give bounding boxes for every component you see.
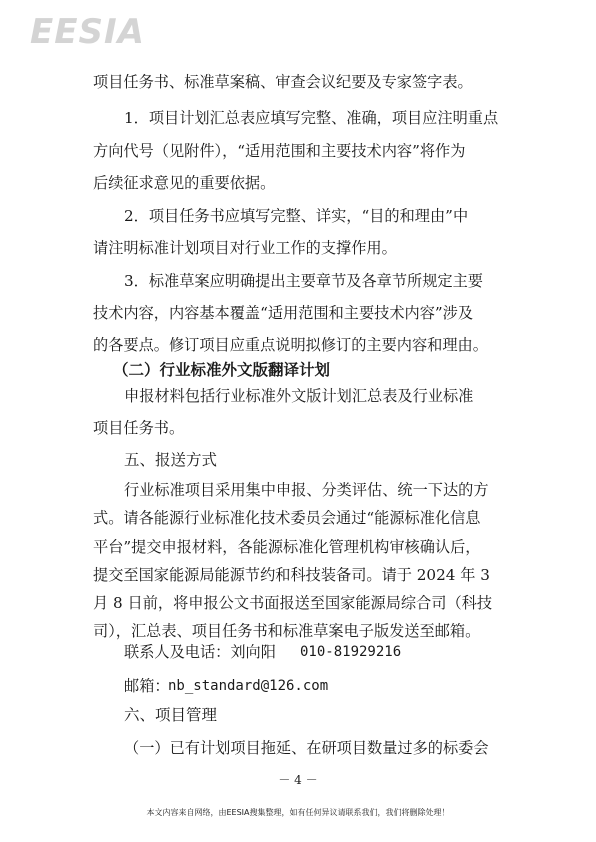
email-value: nb_standard@126.com <box>168 678 329 694</box>
section-heading: 五、报送方式 <box>124 451 218 469</box>
paragraph-line: 行业标准项目采用集中申报、分类评估、统一下达的方 <box>124 481 489 499</box>
section-heading: （二）行业标准外文版翻译计划 <box>113 361 331 379</box>
paragraph-line: 月 8 日前，将申报公文书面报送至国家能源局综合司（科技 <box>93 594 493 612</box>
footer-disclaimer: 本文内容来自网络，由EESIA搜集整理，如有任何异议请联系我们，我们将删除处理！ <box>146 808 450 817</box>
page-number: － 4 － <box>278 773 318 787</box>
paragraph-line: （一）已有计划项目拖延、在研项目数量过多的标委会 <box>124 739 489 757</box>
paragraph-line: 项目任务书、标准草案稿、审查会议纪要及专家签字表。 <box>93 73 473 91</box>
paragraph-line: 申报材料包括行业标准外文版计划汇总表及行业标准 <box>124 387 474 405</box>
contact-label: 联系人及电话：刘向阳 <box>124 643 276 661</box>
contact-phone: 010-81929216 <box>300 644 402 660</box>
section-heading: 六、项目管理 <box>124 706 218 724</box>
paragraph-line: 3．标准草案应明确提出主要章节及各章节所规定主要 <box>124 272 483 290</box>
paragraph-line: 后续征求意见的重要依据。 <box>93 174 276 192</box>
paragraph-line: 2．项目任务书应填写完整、详实，“目的和理由”中 <box>124 207 469 225</box>
paragraph-line: 请注明标准计划项目对行业工作的支撑作用。 <box>93 239 397 257</box>
paragraph-line: 的各要点。修订项目应重点说明拟修订的主要内容和理由。 <box>93 336 488 354</box>
paragraph-line: 提交至国家能源局能源节约和科技装备司。请于 2024 年 3 <box>93 566 490 584</box>
paragraph-line: 式。请各能源行业标准化技术委员会通过“能源标准化信息 <box>93 509 481 527</box>
paragraph-line: 司），汇总表、项目任务书和标准草案电子版发送至邮箱。 <box>93 622 481 640</box>
paragraph-line: 项目任务书。 <box>93 419 185 437</box>
email-label: 邮箱： <box>124 677 170 695</box>
paragraph-line: 方向代号（见附件），“适用范围和主要技术内容”将作为 <box>93 142 466 160</box>
paragraph-line: 平台”提交申报材料，各能源标准化管理机构审核确认后， <box>93 538 481 556</box>
eesia-watermark-logo: EESIA <box>30 12 145 52</box>
paragraph-line: 技术内容，内容基本覆盖“适用范围和主要技术内容”涉及 <box>93 304 474 322</box>
paragraph-line: 1．项目计划汇总表应填写完整、准确，项目应注明重点 <box>124 109 499 127</box>
